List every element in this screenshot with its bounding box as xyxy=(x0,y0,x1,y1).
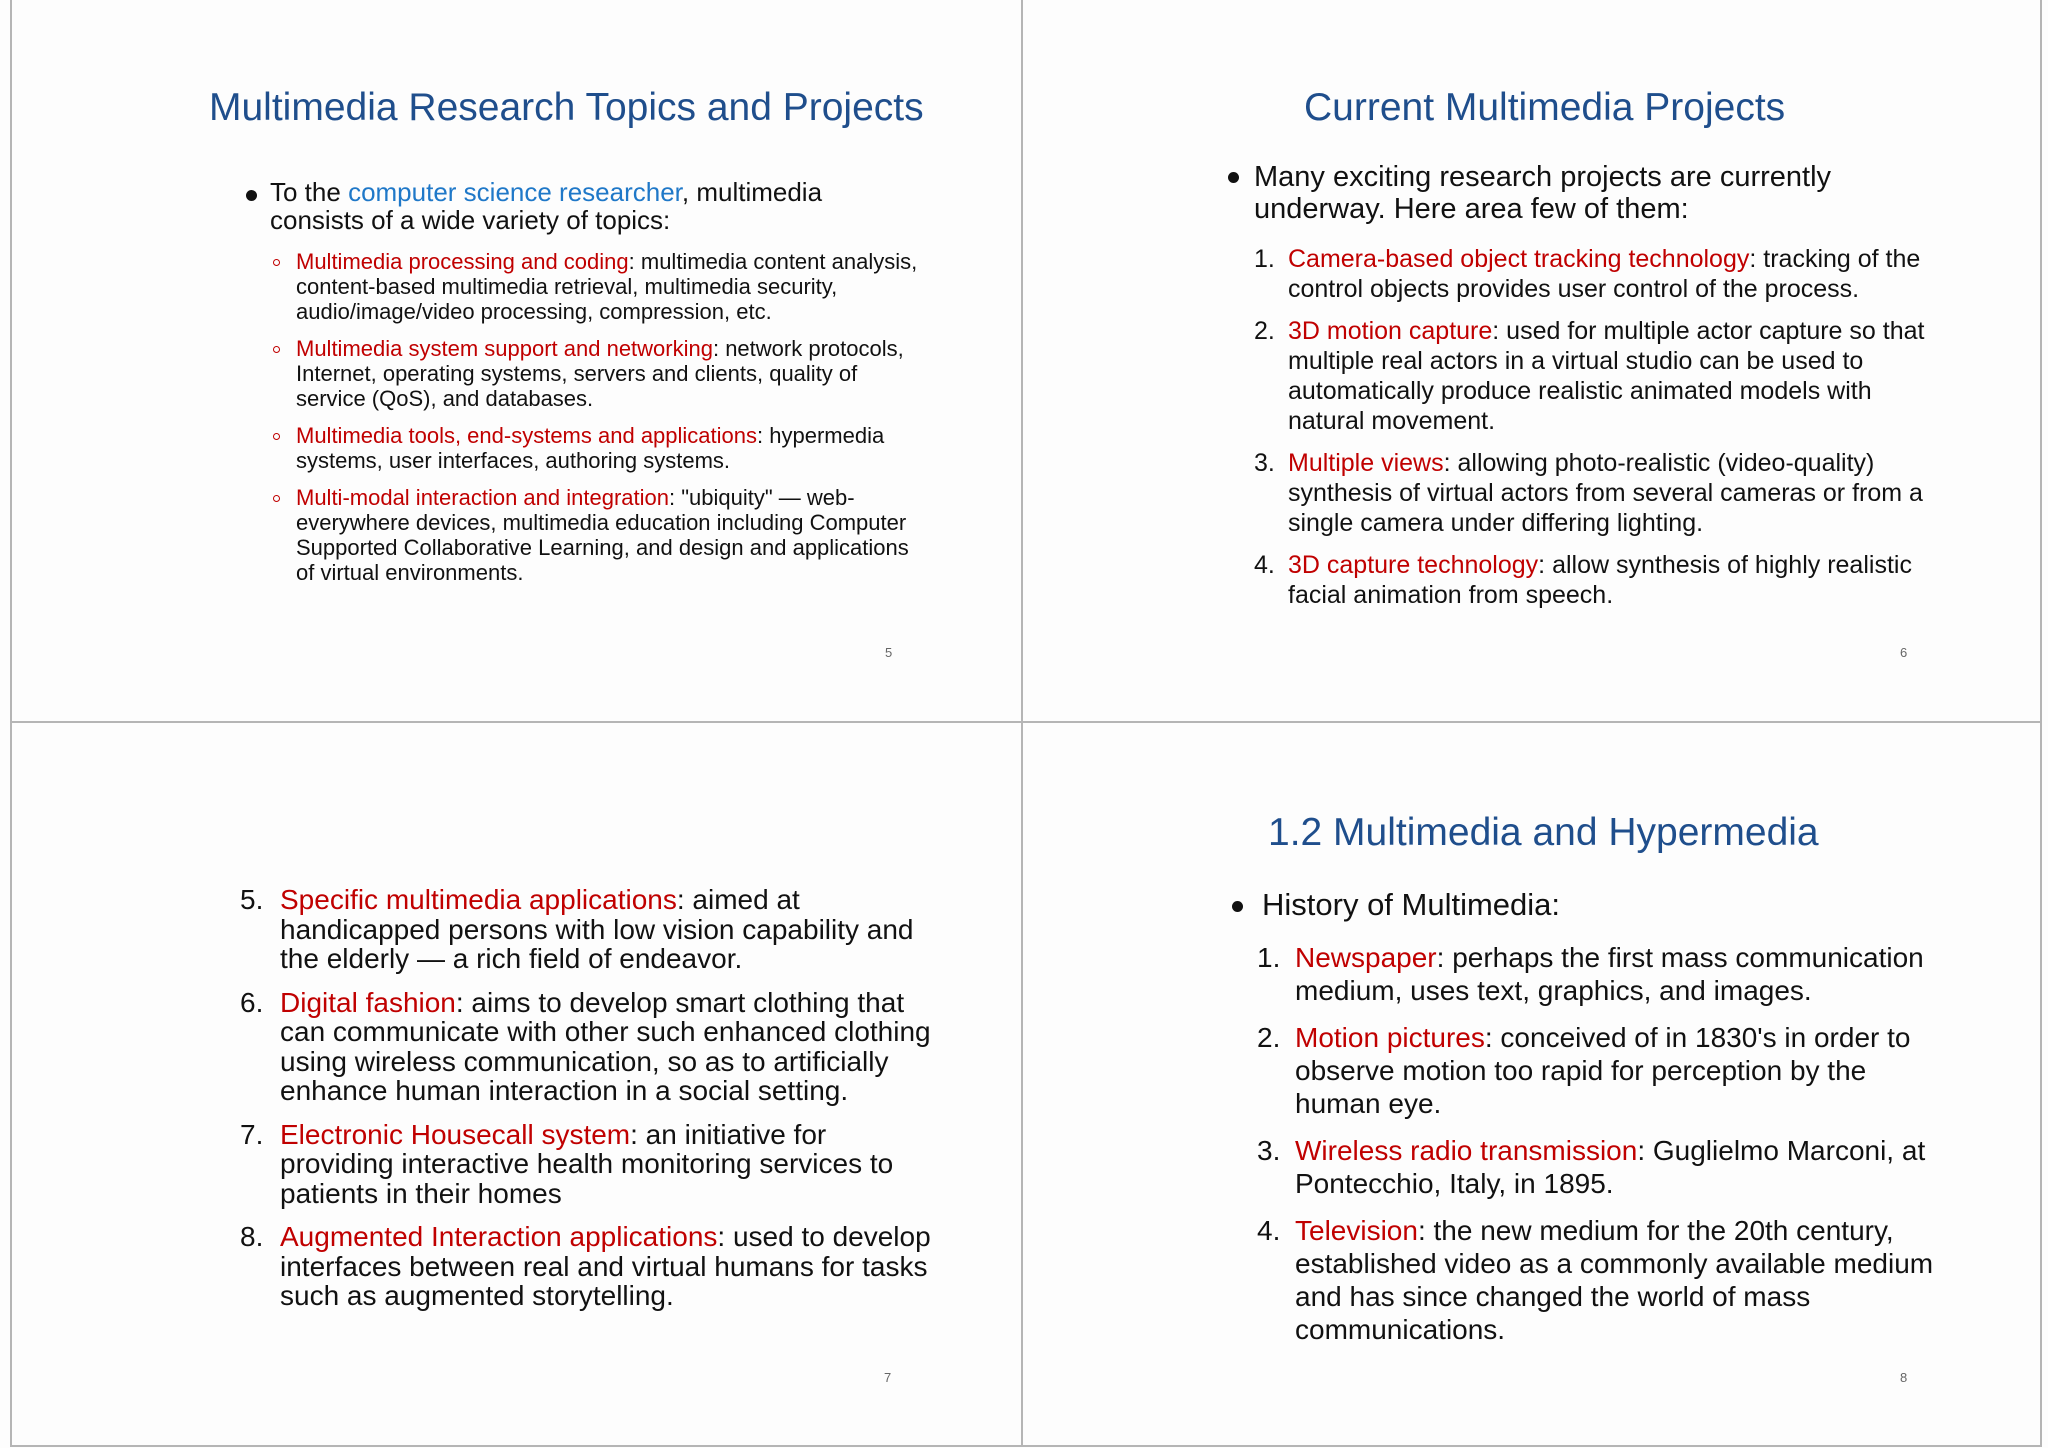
item-number: 2. xyxy=(1254,317,1275,345)
item-number: 2. xyxy=(1257,1022,1281,1053)
item-term: Television xyxy=(1295,1215,1418,1246)
item-term: Digital fashion xyxy=(280,986,456,1018)
page-number: 7 xyxy=(884,1370,892,1385)
history-list xyxy=(1257,941,1957,1360)
slide-intro: History of Multimedia: xyxy=(1262,887,1561,922)
item-number: 6. xyxy=(240,986,264,1018)
item-term: Electronic Housecall system xyxy=(280,1118,631,1150)
item-number: 3. xyxy=(1257,1135,1281,1166)
intro-prefix: To the xyxy=(270,177,349,207)
item-text: : multimedia content analysis, content-based multimedia retrieval, multimedia security, audio/image/video processing, compression, etc. xyxy=(296,249,918,324)
item-text: : allowing photo-realistic (video-quality) synthesis of virtual actors from several cameras or from a single camera under differing lighting. xyxy=(1288,449,1923,537)
item-term: Multimedia system support and networking xyxy=(296,336,713,361)
item-text: : aimed at handicapped persons with low vision capability and the elderly — a rich field of endeavor. xyxy=(280,884,914,974)
item-number: 7. xyxy=(240,1118,264,1150)
item-number: 5. xyxy=(240,884,264,915)
item-term: Wireless radio transmission xyxy=(1295,1135,1638,1166)
item-term: Multi-modal interaction and integration xyxy=(296,485,669,510)
item-number: 4. xyxy=(1257,1215,1281,1246)
item-number: 3. xyxy=(1254,449,1275,477)
item-term: Multimedia tools, end-systems and applications xyxy=(296,423,758,448)
list-item xyxy=(1257,1021,1957,1120)
item-text: : allow synthesis of highly realistic facial animation from speech. xyxy=(1288,551,1912,609)
item-text: : hypermedia systems, user interfaces, authoring systems. xyxy=(296,423,885,473)
item-number: 1. xyxy=(1257,942,1281,973)
item-text: : tracking of the control objects provides user control of the process. xyxy=(1288,245,1921,303)
item-number: 1. xyxy=(1254,245,1275,273)
page-number: 8 xyxy=(1900,1370,1908,1385)
slide-intro: Many exciting research projects are currently underway. Here area few of them: xyxy=(1254,161,1832,225)
item-term: Multiple views xyxy=(1288,449,1444,477)
list-item xyxy=(1257,941,1957,1007)
item-text: : aims to develop smart clothing that can communicate with other such enhanced clothing using wireless communication, so as to artificially enhance human interaction in a social setting. xyxy=(280,986,931,1106)
intro-highlight: computer science researcher xyxy=(348,177,682,207)
list-item xyxy=(1257,1134,1957,1200)
intro-suffix: , multimedia consists of a wide variety of topics: xyxy=(270,177,823,235)
item-text: : an initiative for providing interactive health monitoring services to patients in their homes xyxy=(280,1118,894,1209)
page-number: 5 xyxy=(885,645,893,660)
item-term: Camera-based object tracking technology xyxy=(1288,245,1750,273)
slide-title: Current Multimedia Projects xyxy=(1304,86,1786,129)
item-term: Specific multimedia applications xyxy=(280,884,677,915)
item-number: 4. xyxy=(1254,551,1275,579)
item-text: : used for multiple actor capture so that multiple real actors in a virtual studio can be used to automatically produce realistic animated models with natural movement. xyxy=(1288,317,1925,435)
item-term: Motion pictures xyxy=(1295,1022,1485,1053)
item-text: : perhaps the first mass communication medium, uses text, graphics, and images. xyxy=(1295,942,1924,1006)
item-term: Newspaper xyxy=(1295,942,1437,973)
bullet-dot xyxy=(1232,901,1243,912)
item-text: : used to develop interfaces between real and virtual humans for tasks such as augmented storytelling. xyxy=(280,1221,931,1311)
slide-title: 1.2 Multimedia and Hypermedia xyxy=(1268,811,1819,854)
item-term: 3D motion capture xyxy=(1288,317,1493,345)
item-term: Multimedia processing and coding xyxy=(296,249,629,274)
item-term: Augmented Interaction applications xyxy=(280,1221,718,1252)
item-text: : conceived of in 1830's in order to observe motion too rapid for perception by the human eye. xyxy=(1295,1022,1911,1119)
item-term: 3D capture technology xyxy=(1288,551,1539,579)
page-number: 6 xyxy=(1900,645,1908,660)
item-text: : "ubiquity" — web-everywhere devices, multimedia education including Computer Supported Collaborative Learning, and design and applications of virtual environments. xyxy=(296,485,909,585)
item-number: 8. xyxy=(240,1221,264,1252)
item-text: : network protocols, Internet, operating systems, servers and clients, quality of service (QoS), and databases. xyxy=(296,336,904,411)
item-text: : Guglielmo Marconi, at Pontecchio, Italy, in 1895. xyxy=(1295,1135,1926,1199)
list-item xyxy=(1257,1214,1957,1346)
item-text: : the new medium for the 20th century, established video as a commonly available medium and has since changed the world of mass communications. xyxy=(1295,1215,1934,1345)
slide-title: Multimedia Research Topics and Projects xyxy=(209,86,924,129)
